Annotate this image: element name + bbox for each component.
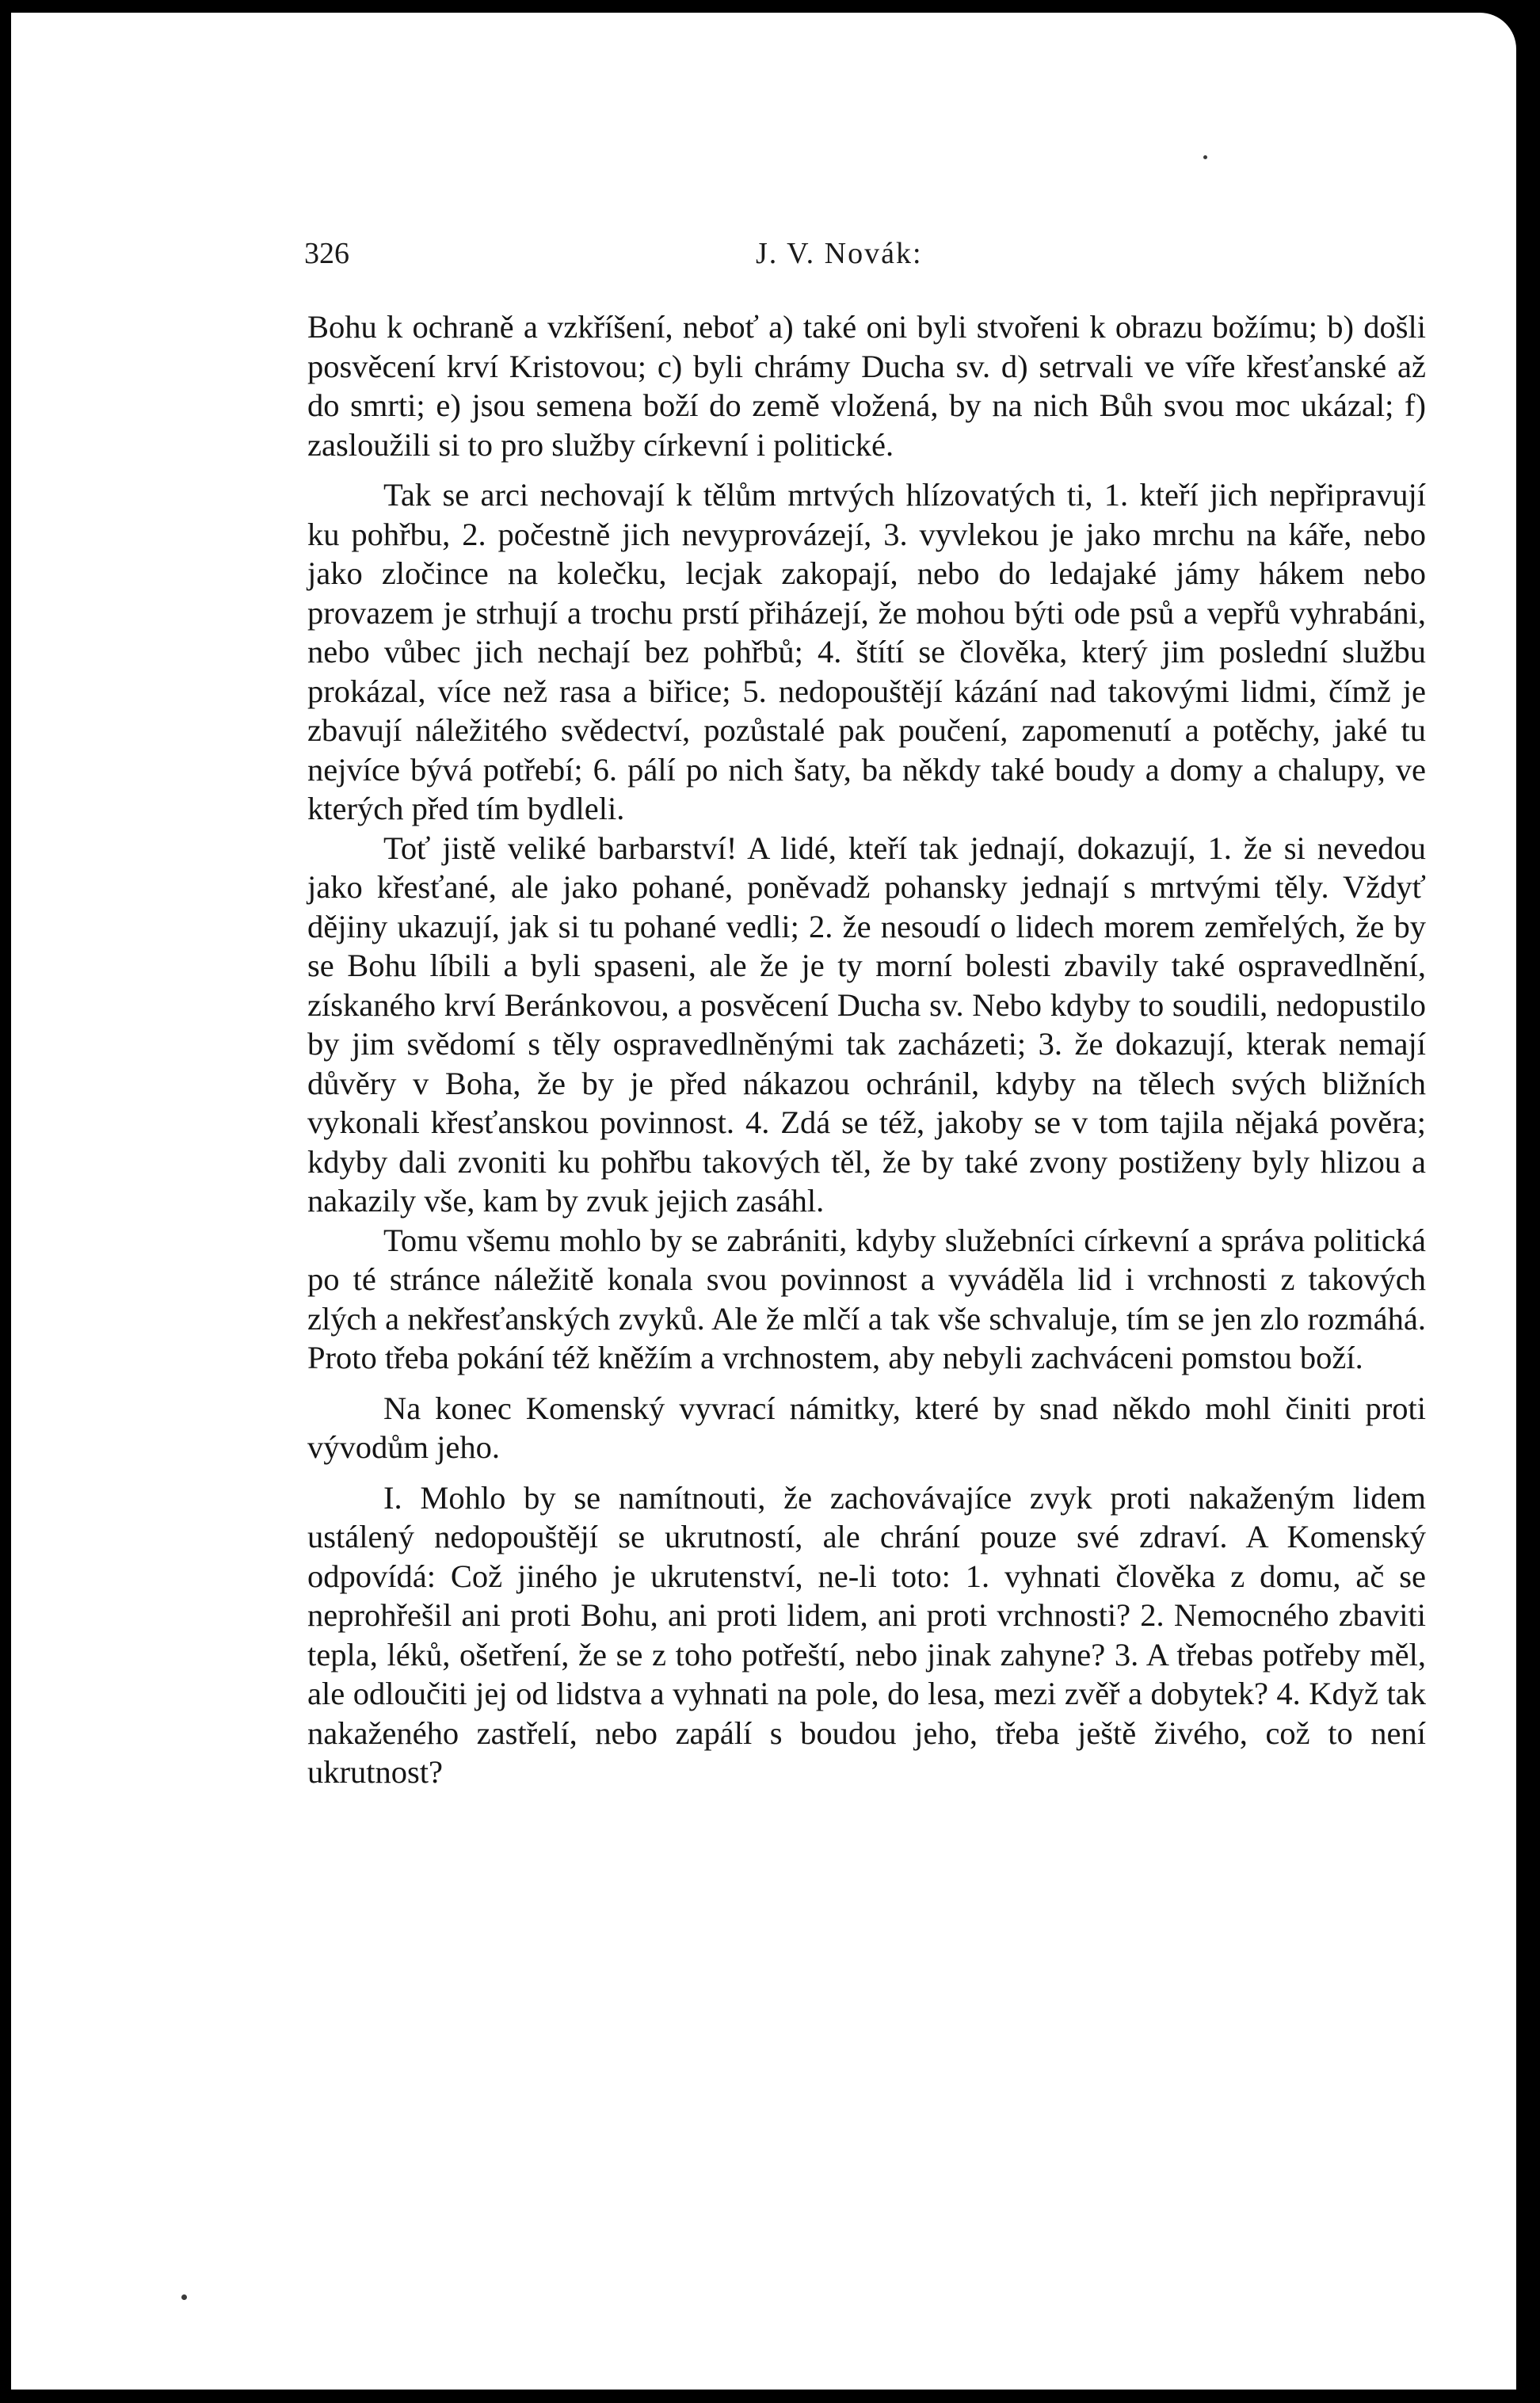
scan-speck xyxy=(181,2294,187,2300)
paragraph-burial-customs: Tak se arci nechovají k tělům mrtvých hlízovatých ti, 1. kteří jich nepřipravují ku pohřbu, 2. počestně jich nevyprovázejí, 3. vyvlekou je jako mrchu na káře, nebo jako zločince na kolečku, lecjak zakopají, nebo do ledajaké jámy hákem nebo provazem je strhují a trochu prstí přiházejí, že mohou býti ode psů a vepřů vyhrabáni, nebo vůbec jich nechají bez pohřbů; 4. štítí se člověka, který jim poslední službu prokázal, více než rasa a biřice; 5. nedopouštějí kázání nad takovými lidmi, čímž je zbavují náležitého svědectví, pozůstalé pak poučení, zapomenutí a potěchy, jaké tu nejvíce bývá potřebí; 6. pálí po nich šaty, ba někdy také boudy a domy a chalupy, ve kterých před tím bydleli. xyxy=(307,477,1426,826)
paragraph-barbarism: Toť jistě veliké barbarství! A lidé, kteří tak jednají, dokazují, 1. že si nevedou jako křesťané, ale jako pohané, poněvadž pohansky jednají s mrtvými těly. Vždyť dějiny ukazují, jak si tu pohané vedli; 2. že nesoudí o lidech morem zemřelých, že by se Bohu líbili a byli spaseni, ale že je ty morní bolesti zbavily také ospravedlnění, získaného krví Beránkovou, a posvěcení Ducha sv. Nebo kdyby to soudili, nedopustilo by jim svědomí s těly ospravedlněnými tak zacházeti; 3. že dokazují, kterak nemají důvěry v Boha, že by je před nákazou ochránil, kdyby na tělech svých bližních vykonali křesťanskou povinnost. 4. Zdá se též, jakoby se v tom tajila nějaká pověra; kdyby dali zvoniti ku pohřbu takových těl, že by také zvony postiženy byly hlizou a nakazily vše, kam by zvuk jejich zasáhl. xyxy=(307,830,1426,1219)
paragraph-remedy: Tomu všemu mohlo by se zabrániti, kdyby služebníci církevní a správa politická po té stránce náležitě konala svou povinnost a vyváděla lid i vrchnosti z takových zlých a nekřesťanských zvyků. Ale že mlčí a tak vše schvaluje, tím se jen zlo rozmáhá. Proto třeba pokání též kněžím a vrchnostem, aby nebyli zachváceni pomstou boží. xyxy=(307,1222,1426,1375)
running-title: J. V. Novák: xyxy=(756,237,923,270)
paragraph-objection-one: I. Mohlo by se namítnouti, že zachovávajíce zvyk proti nakaženým lidem ustálený nedopouštějí se ukrutností, ale chrání pouze své zdraví. A Komenský odpovídá: Což jiného je ukrutenství, ne-li toto: 1. vyhnati člověka z domu, ač se neprohřešil ani proti Bohu, ani proti lidem, ani proti vrchnosti? 2. Nemocného zbaviti tepla, léků, ošetření, že se z toho potřeští, nebo jinak zahyne? 3. A třebas potřeby měl, ale odloučiti jej od lidstva a vyhnati na pole, do lesa, mezi zvěř a dobytek? 4. Když tak nakaženého zastřelí, nebo zapálí s boudou jeho, třeba ještě živého, což to není ukrutnost? xyxy=(307,1479,1426,1790)
body-text xyxy=(307,307,1426,1792)
paragraph-objections-intro: Na konec Komenský vyvrací námitky, které by snad někdo mohl činiti proti vývodům jeho. xyxy=(307,1390,1426,1465)
page-number: 326 xyxy=(304,237,349,270)
scan-speck xyxy=(1203,155,1207,159)
paragraph-continuation: Bohu k ochraně a vzkříšení, neboť a) také oni byli stvořeni k obrazu božímu; b) došli posvěcení krví Kristovou; c) byli chrámy Ducha sv. d) setrvali ve víře křesťanské až do smrti; e) jsou semena boží do země vložená, by na nich Bůh svou moc ukázal; f) zasloužili si to pro služby církevní i politické. xyxy=(307,309,1426,463)
scanned-page xyxy=(11,13,1516,2390)
running-head xyxy=(304,236,1302,284)
